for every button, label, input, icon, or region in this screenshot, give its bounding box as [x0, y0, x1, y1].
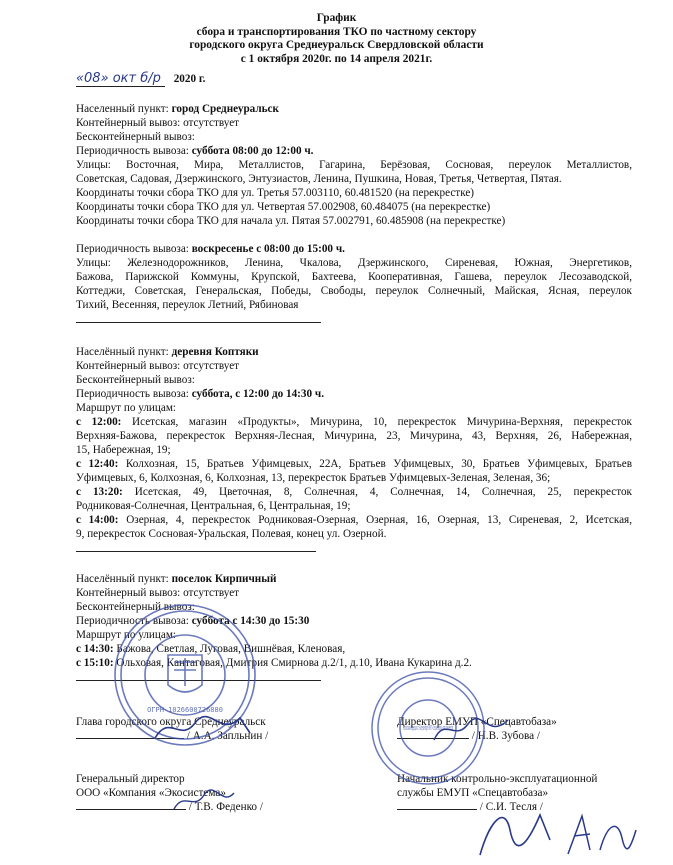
right-signatory-2-title-2: службы ЕМУП «Спецавтобаза» — [397, 787, 549, 799]
section-divider — [76, 322, 321, 323]
route-text: Исетская, 49, Цветочная, 8, Солнечная, 4, Солнечная, 14, Солнечная, 25, перекресток — [122, 486, 632, 498]
route-2-3-line-2: Родниковая-Солнечная, Центральная, 6, Центральная, 19; — [76, 500, 351, 512]
coords-line-3: Координаты точки сбора ТКО для начала ул. Пятая 57.002791, 60.485908 (на перекрестке) — [76, 215, 506, 227]
period-value: суббота, с 12:00 до 14:30 ч. — [191, 388, 325, 400]
route-time: с 12:40: — [76, 458, 119, 470]
date-line — [76, 72, 205, 86]
route-label-3: Маршрут по улицам: — [76, 629, 177, 641]
route-2-2-line-2: Уфимцевых, 6, Колхозная, 6, Колхозная, 13, перекресток Братьев Уфимцевых-Зеленая, Зеленая, 36; — [76, 472, 551, 484]
right-seal-text: Российская Федерация г. Екатеринбург ЕМУП «Спецавтобаза» для документов — [403, 724, 453, 732]
signatory-name: / Т.В. Феденко / — [188, 801, 263, 813]
signatory-name: / Н.В. Зубова / — [471, 730, 540, 742]
route-text: Ольховая, Кантаговая, Дмитрия Смирнова д.2/1, д.10, Ивана Кукарина д.2. — [113, 657, 472, 669]
settlement-label: Населенный пункт: — [76, 103, 172, 115]
route-2-1-line-3: 15, Набережная, 19; — [76, 444, 171, 456]
title-line-2: сбора и транспортирования ТКО по частному сектору — [196, 25, 477, 38]
coords-line-2: Координаты точки сбора ТКО для ул. Четвертая 57.002908, 60.484075 (на перекрестке) — [76, 201, 491, 213]
route-text: Колхозная, 15, Братьев Уфимцевых, 22А, Братьев Уфимцевых, 30, Братьев Уфимцевых, Братьев — [118, 458, 632, 470]
signatory-name: / А.А. Запльнин / — [186, 730, 269, 742]
route-time: с 13:20: — [76, 486, 123, 498]
right-signatory-1-title: Директор ЕМУП «Спецавтобаза» — [397, 716, 557, 728]
date-handwritten: «08» окт б/р — [76, 71, 165, 87]
section-divider — [76, 551, 316, 552]
signature-head-of-service — [470, 800, 560, 860]
streets-1-line-1: Улицы: Восточная, Мира, Металлистов, Гагарина, Берёзовая, Сосновая, переулок Металлистов, — [76, 159, 632, 171]
coords-line-1: Координаты точки сбора ТКО для ул. Третья 57.003110, 60.481520 (на перекрестке) — [76, 187, 475, 199]
period-label: Периодичность вывоза: — [76, 388, 192, 400]
document-title — [0, 12, 673, 66]
signatory-name: / С.И. Тесля / — [479, 801, 543, 813]
noncontainer-2: Бесконтейнерный вывоз: — [76, 374, 195, 386]
route-2-4-line-2: 9, перекресток Сосновая-Уральская, Полевая, конец ул. Озерной. — [76, 528, 387, 540]
route-text: Бажова, Светлая, Луговая, Вишнёвая, Кленовая, — [113, 643, 346, 655]
route-time: с 14:30: — [76, 643, 114, 655]
left-signatory-2-title-1: Генеральный директор — [76, 773, 185, 785]
period-2 — [76, 388, 324, 401]
route-time: с 14:00: — [76, 514, 119, 526]
route-2-1-line-1 — [76, 416, 632, 429]
container-2: Контейнерный вывоз: отсутствует — [76, 360, 240, 372]
route-time: с 12:00: — [76, 416, 122, 428]
period-label: Периодичность вывоза: — [76, 615, 192, 627]
streets-2-line-1: Улицы: Железнодорожников, Ленина, Чкалова, Дзержинского, Сиреневая, Южная, Энергетиков, — [76, 257, 632, 269]
signature-head-of-district — [150, 708, 260, 748]
route-time: с 15:10: — [76, 657, 114, 669]
period-value: суббота 08:00 до 12:00 ч. — [191, 145, 314, 157]
settlement-value: поселок Кирпичный — [171, 573, 277, 585]
route-text: Озерная, 4, перекресток Родниковая-Озерная, Озерная, 16, Озерная, 13, Сиреневая, 2, Исетская, — [118, 514, 632, 526]
signature-extra — [560, 810, 640, 860]
right-signatory-2-title-1: Начальник контрольно-эксплуатационной — [397, 773, 598, 785]
noncontainer-3: Бесконтейнерный вывоз: — [76, 601, 195, 613]
streets-2-line-3: Коттеджи, Советская, Генеральская, Победы, Свободы, переулок Солнечный, Майская, Ясная, переулок — [76, 285, 632, 297]
period-label: Периодичность вывоза: — [76, 145, 192, 157]
title-line-1: График — [316, 12, 357, 24]
period-value: суббота с 14:30 до 15:30 — [191, 615, 310, 627]
signature-blank — [397, 809, 477, 810]
settlement-label: Населённый пункт: — [76, 346, 172, 358]
route-2-3-line-1 — [76, 486, 632, 499]
settlement-value: город Среднеуральск — [171, 103, 279, 115]
title-line-3: городского округа Среднеуральск Свердловской области — [189, 39, 484, 51]
settlement-2 — [76, 346, 259, 359]
date-year: 2020 г. — [173, 73, 206, 85]
settlement-3 — [76, 573, 276, 586]
route-2-1-line-2: Верхняя-Бажова, перекресток Верхняя-Лесная, Мичурина, 23, Мичурина, 43, Верхняя, 26, Набережная, — [76, 430, 632, 442]
signature-director-specavtobaza — [430, 712, 520, 747]
container-3: Контейнерный вывоз: отсутствует — [76, 587, 240, 599]
settlement-value: деревня Коптяки — [171, 346, 259, 358]
left-signatory-2-title-2: ООО «Компания «Экосистема» — [76, 787, 226, 799]
route-2-2-line-1 — [76, 458, 632, 471]
period-1a — [76, 145, 313, 158]
period-1b — [76, 243, 345, 256]
streets-2-line-4: Тихий, Весенняя, переулок Летний, Рябиновая — [76, 299, 299, 311]
settlement-1 — [76, 103, 279, 116]
settlement-label: Населённый пункт: — [76, 573, 172, 585]
signature-general-director — [170, 785, 240, 815]
streets-1-line-2: Советская, Садовая, Дзержинского, Энтузиастов, Ленина, Пушкина, Новая, Третья, Четвертая, Пятая. — [76, 173, 562, 185]
route-text: Исетская, магазин «Продукты», Мичурина, 10, перекресток Мичурина-Верхняя, перекресток — [121, 416, 632, 428]
route-2-4-line-1 — [76, 514, 632, 527]
container-1: Контейнерный вывоз: отсутствует — [76, 117, 240, 129]
left-signatory-1-title: Глава городского округа Среднеуральск — [76, 716, 266, 728]
title-line-4: с 1 октября 2020г. по 14 апреля 2021г. — [240, 52, 433, 65]
noncontainer-1: Бесконтейнерный вывоз: — [76, 131, 195, 143]
period-value: воскресенье с 08:00 до 15:00 ч. — [191, 243, 345, 255]
left-seal-text: ОГРН 1026600726880 — [147, 706, 223, 714]
route-label-2: Маршрут по улицам: — [76, 402, 177, 414]
period-label: Периодичность вывоза: — [76, 243, 192, 255]
streets-2-line-2: Бажова, Парижской Коммуны, Крупской, Бахтеева, Кооперативная, Гашева, переулок Лесозаводской, — [76, 271, 632, 283]
